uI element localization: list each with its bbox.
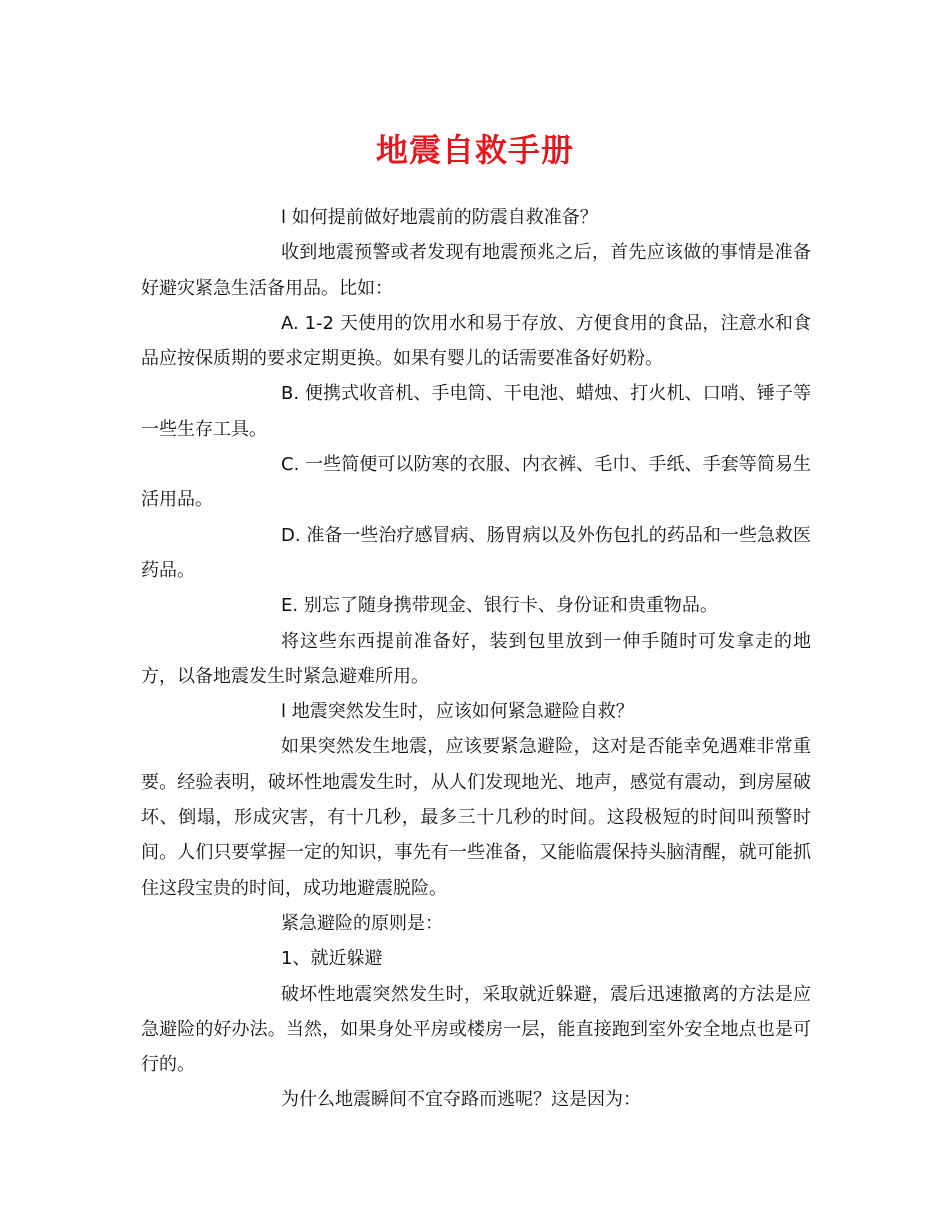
paragraph-heading-1: l 如何提前做好地震前的防震自救准备？ (281, 207, 598, 228)
document-body (141, 200, 811, 1118)
paragraph: 为什么地震瞬间不宜夺路而逃呢？这是因为： (281, 1089, 641, 1111)
list-item-a: A. 1-2 天使用的饮用水和易于存放、方便食用的食品，注意水和食品应按保质期的要求定期更换。如果有婴儿的话需要准备好奶粉。 (141, 312, 811, 370)
list-item-c: C. 一些简便可以防寒的衣服、内衣裤、毛巾、手纸、手套等简易生活用品。 (141, 454, 811, 511)
paragraph-subheading: 1、就近躲避 (281, 948, 383, 970)
paragraph: 收到地震预警或者发现有地震预兆之后，首先应该做的事情是准备好避灾紧急生活备用品。比如： (141, 242, 811, 299)
list-item-e: E. 别忘了随身携带现金、银行卡、身份证和贵重物品。 (281, 595, 718, 617)
paragraph: 如果突然发生地震，应该要紧急避险，这对是否能幸免遇难非常重要。经验表明，破坏性地震发生时，从人们发现地光、地声，感觉有震动，到房屋破坏、倒塌，形成灾害，有十几秒，最多三十几秒的时间。这段极短的时间叫预警时间。人们只要掌握一定的知识，事先有一些准备，又能临震保持头脑清醒，就可能抓住这段宝贵的时间，成功地避震脱险。 (141, 736, 811, 899)
list-item-d: D. 准备一些治疗感冒病、肠胃病以及外伤包扎的药品和一些急救医药品。 (141, 524, 811, 581)
document-title: 地震自救手册 (375, 131, 574, 169)
paragraph: 将这些东西提前准备好，装到包里放到一伸手随时可发拿走的地方，以备地震发生时紧急避难所用。 (141, 630, 811, 687)
paragraph: 紧急避险的原则是： (281, 912, 443, 934)
paragraph-heading-2: l 地震突然发生时，应该如何紧急避险自救？ (281, 701, 634, 723)
paragraph: 破坏性地震突然发生时，采取就近躲避，震后迅速撤离的方法是应急避险的好办法。当然，如果身处平房或楼房一层，能直接跑到室外安全地点也是可行的。 (141, 983, 811, 1076)
list-item-b: B. 便携式收音机、手电筒、干电池、蜡烛、打火机、口哨、锤子等一些生存工具。 (141, 383, 811, 440)
